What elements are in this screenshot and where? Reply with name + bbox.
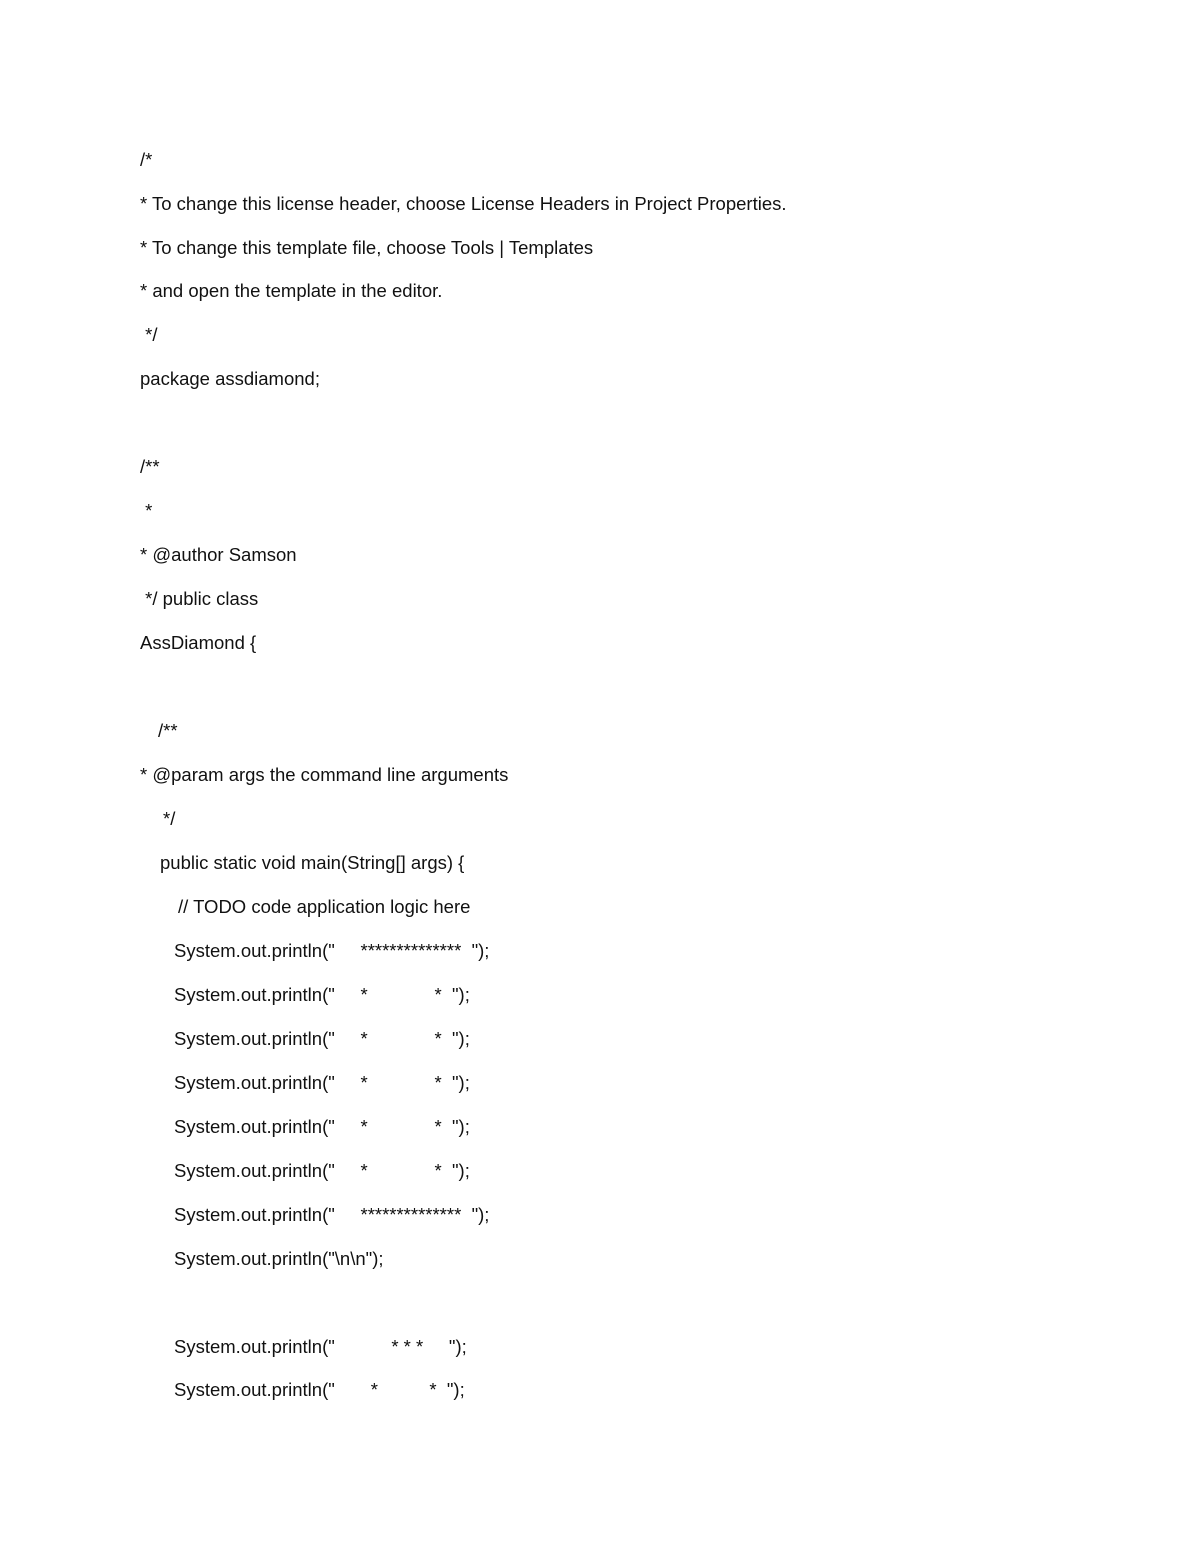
- code-line: System.out.println("\n\n");: [174, 1248, 384, 1269]
- code-line: /**: [158, 720, 178, 741]
- code-line: * To change this license header, choose License Headers in Project Properties.: [140, 193, 787, 214]
- code-line: /*: [140, 149, 153, 170]
- code-line: * @author Samson: [140, 544, 297, 565]
- code-line: System.out.println(" * * ");: [174, 1028, 470, 1049]
- code-line: System.out.println(" ************** ");: [174, 940, 490, 961]
- code-line: * To change this template file, choose Tools | Templates: [140, 237, 594, 258]
- code-line: *: [140, 500, 153, 521]
- code-line: public static void main(String[] args) {: [160, 852, 465, 873]
- code-line: System.out.println(" * * ");: [174, 1072, 470, 1093]
- code-line: /**: [140, 456, 160, 477]
- code-line: package assdiamond;: [140, 368, 320, 389]
- code-line: * and open the template in the editor.: [140, 280, 443, 301]
- code-line: * @param args the command line arguments: [140, 764, 509, 785]
- code-line: AssDiamond {: [140, 632, 257, 653]
- code-line: System.out.println(" * * ");: [174, 1379, 465, 1400]
- code-line: */: [140, 324, 158, 345]
- code-line: System.out.println(" * * ");: [174, 1160, 470, 1181]
- code-line: */ public class: [140, 588, 259, 609]
- code-line: System.out.println(" * * ");: [174, 1116, 470, 1137]
- code-line: */: [163, 808, 176, 829]
- code-line: // TODO code application logic here: [178, 896, 471, 917]
- code-line: System.out.println(" * * * ");: [174, 1336, 467, 1357]
- code-line: System.out.println(" * * ");: [174, 984, 470, 1005]
- code-line: System.out.println(" ************** ");: [174, 1204, 490, 1225]
